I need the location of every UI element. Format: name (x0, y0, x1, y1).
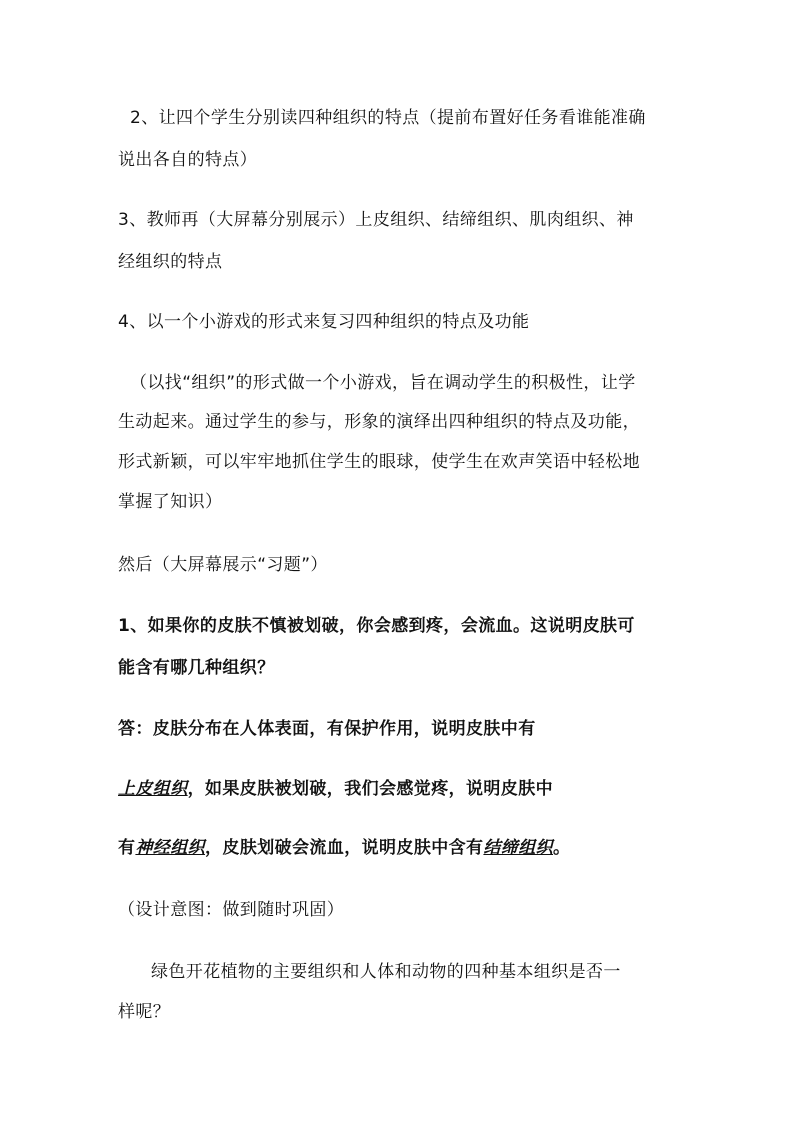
answer-blank-nervous: 神经组织 (135, 838, 206, 858)
question-1-line-1: 1、如果你的皮肤不慎被划破，你会感到疼，会流血。这说明皮肤可 (118, 616, 635, 636)
game-note-line-2: 生动起来。通过学生的参与，形象的演绎出四种组织的特点及功能， (118, 412, 640, 432)
then-line: 然后（大屏幕展示“习题”） (118, 555, 328, 575)
step-2-line-2: 说出各自的特点） (118, 150, 258, 170)
answer-line-3-end: 。 (553, 838, 571, 858)
question-1-line-2: 能含有哪几种组织？ (118, 658, 275, 678)
game-note-line-4: 掌握了知识） (118, 492, 223, 512)
answer-line-3 (118, 836, 570, 860)
answer-line-3-prefix: 有 (118, 838, 136, 858)
step-4-line: 4、以一个小游戏的形式来复习四种组织的特点及功能 (118, 312, 530, 332)
step-3-line-1: 3、教师再（大屏幕分别展示）上皮组织、结缔组织、肌肉组织、神 (118, 210, 634, 230)
design-intent-line: （设计意图：做到随时巩固） (118, 900, 345, 920)
answer-line-1: 答：皮肤分布在人体表面，有保护作用，说明皮肤中有 (118, 719, 536, 739)
answer-line-3-middle: ，皮肤划破会流血，说明皮肤中含有 (205, 838, 484, 858)
game-note-line-1: （以找“组织”的形式做一个小游戏，旨在调动学生的积极性，让学 (130, 373, 636, 393)
answer-line-2 (118, 777, 553, 801)
closing-question-line-1: 绿色开花植物的主要组织和人体和动物的四种基本组织是否一 (151, 962, 621, 982)
game-note-line-3: 形式新颖，可以牢牢地抓住学生的眼球，使学生在欢声笑语中轻松地 (118, 452, 640, 472)
answer-blank-epithelial: 上皮组织 (118, 779, 188, 799)
answer-blank-connective: 结缔组织 (483, 838, 554, 858)
step-2-line-1: 2、让四个学生分别读四种组织的特点（提前布置好任务看谁能准确 (130, 108, 646, 128)
answer-line-2-text: ，如果皮肤被划破，我们会感觉疼，说明皮肤中 (187, 779, 554, 799)
closing-question-line-2: 样呢？ (118, 1002, 171, 1022)
step-3-line-2: 经组织的特点 (118, 252, 223, 272)
